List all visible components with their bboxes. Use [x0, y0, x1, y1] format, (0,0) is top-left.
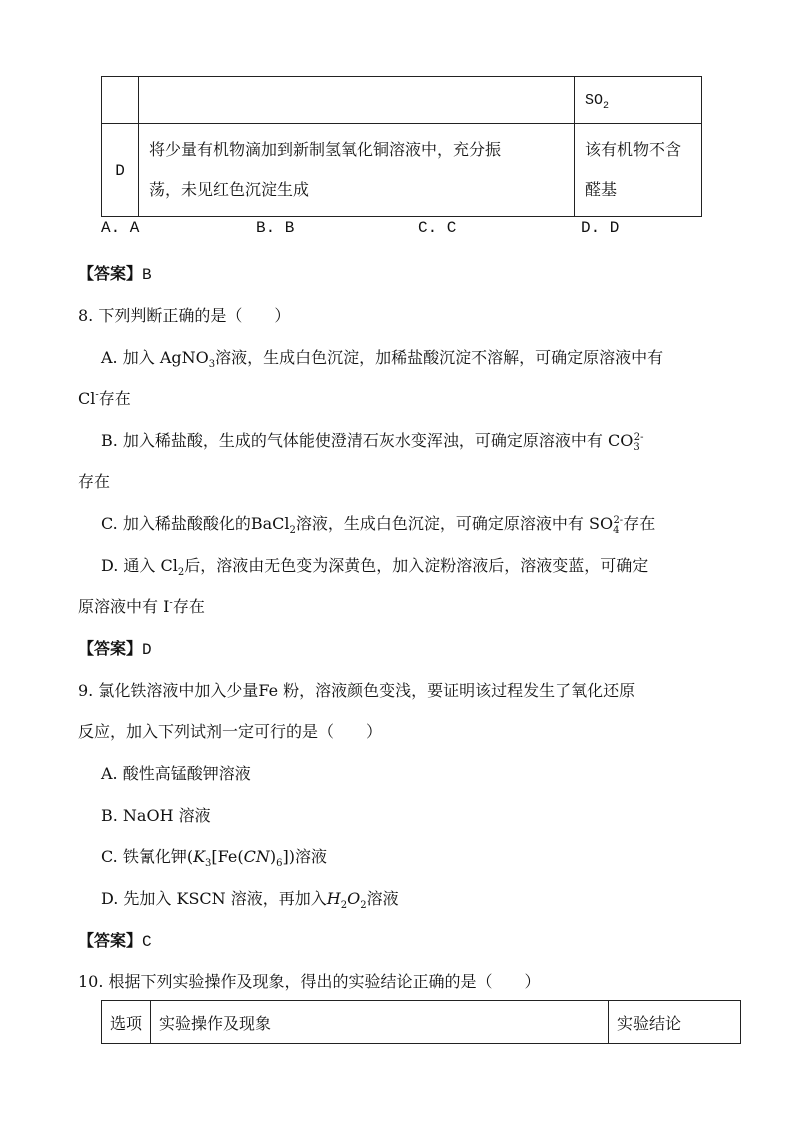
superscript: - [169, 597, 173, 609]
subscript: 2 [289, 525, 296, 537]
subscript: 3 [633, 442, 640, 454]
answer-line [78, 261, 152, 284]
text: D. 先加入 KSCN 溶液，再加入 [101, 889, 327, 908]
formula-text: SO [585, 92, 604, 109]
subscript: 2 [177, 567, 185, 579]
subscript: 3 [208, 359, 216, 371]
question-9-stem-line1: 9. 氯化铁溶液中加入少量Fe 粉，溶液颜色变浅，要证明该过程发生了氧化还原 [78, 681, 636, 700]
text: ])溶液 [282, 847, 327, 866]
superscript: - [95, 389, 99, 401]
text: Cl [78, 389, 96, 408]
text-line: 醛基 [585, 180, 618, 199]
answer-line [78, 636, 152, 659]
option-letter: D [115, 162, 125, 180]
text: A. 加入 AgNO [101, 348, 209, 367]
table-cell [575, 124, 702, 217]
text: 存在 [98, 389, 131, 408]
option-b: B. B [256, 219, 295, 237]
math-text: H [326, 889, 341, 908]
math-text: O [347, 889, 361, 908]
q8-option-c [101, 511, 655, 536]
table-cell [139, 124, 575, 217]
subscript: 2 [603, 101, 610, 112]
option-d: D. D [581, 219, 620, 237]
q9-option-c [101, 844, 327, 869]
header-option: 选项 [102, 1001, 151, 1044]
answer-value: C [142, 933, 152, 951]
text: 存在 [172, 597, 205, 616]
q9-option-b: B. NaOH 溶液 [101, 806, 211, 825]
q8-option-a-line2 [78, 386, 131, 409]
question-8-stem: 8. 下列判断正确的是（ ） [78, 306, 291, 325]
text: C. 加入稀盐酸酸化的BaCl [101, 514, 290, 533]
table-header-row [102, 1001, 741, 1044]
answer-label: 【答案】 [78, 639, 143, 658]
header-operation: 实验操作及现象 [151, 1001, 609, 1044]
superscript: 2- [633, 431, 644, 443]
answer-value: B [142, 266, 152, 284]
operation-text [139, 124, 574, 216]
option-c: C. C [418, 219, 457, 237]
header-conclusion: 实验结论 [609, 1001, 741, 1044]
text: D. 通入 Cl [101, 556, 178, 575]
text: 溶液 [366, 889, 399, 908]
answer-label: 【答案】 [78, 264, 143, 283]
answer-line [78, 928, 152, 951]
table-cell [575, 77, 702, 124]
text: 溶液，生成白色沉淀，加稀盐酸沉淀不溶解，可确定原溶液中有 [215, 348, 664, 367]
q9-option-a: A. 酸性高锰酸钾溶液 [101, 764, 251, 783]
q8-option-d-line2 [78, 594, 205, 617]
text: 后，溶液由无色变为深黄色，加入淀粉溶液后，溶液变蓝，可确定 [184, 556, 649, 575]
q8-option-a-line1 [101, 345, 663, 370]
math-text: K [193, 847, 206, 866]
text: C. 铁氰化钾( [101, 847, 194, 866]
superscript: 2- [613, 514, 624, 526]
answer-label: 【答案】 [78, 931, 143, 950]
table-row [102, 77, 702, 124]
q8-option-d-line1 [101, 553, 648, 578]
subscript: 6 [276, 858, 283, 870]
conclusion-text [575, 124, 701, 216]
subscript: 3 [205, 858, 212, 870]
option-a: A. A [101, 219, 140, 237]
table-cell [139, 77, 575, 124]
subscript: 2 [360, 900, 367, 912]
text: 溶液，生成白色沉淀，可确定原溶液中有 SO [295, 514, 614, 533]
subscript: 4 [613, 525, 620, 537]
conclusion-cell [575, 77, 701, 123]
question-9-stem-line2: 反应，加入下列试剂一定可行的是（ ） [78, 722, 383, 741]
text: 存在 [623, 514, 656, 533]
table-cell [102, 77, 139, 124]
q8-option-b-line2: 存在 [78, 472, 111, 491]
text: 原溶液中有 I [78, 597, 170, 616]
question-10-stem: 10. 根据下列实验操作及现象，得出的实验结论正确的是（ ） [78, 972, 541, 991]
text: [Fe( [211, 847, 244, 866]
q9-option-d [101, 886, 399, 911]
text-line: 该有机物不含 [585, 140, 682, 159]
q8-option-b-line1 [101, 428, 644, 453]
question-7-table [101, 76, 702, 217]
question-10-table [101, 1000, 741, 1044]
table-cell [102, 124, 139, 217]
answer-value: D [142, 641, 152, 659]
text-line: 荡，未见红色沉淀生成 [149, 180, 310, 199]
text: B. 加入稀盐酸，生成的气体能使澄清石灰水变浑浊，可确定原溶液中有 CO [101, 431, 634, 450]
table-row [102, 124, 702, 217]
text-line: 将少量有机物滴加到新制氢氧化铜溶液中，充分振 [149, 140, 502, 159]
subscript: 2 [340, 900, 348, 912]
math-text: CN [243, 847, 270, 866]
text: ) [269, 847, 277, 866]
